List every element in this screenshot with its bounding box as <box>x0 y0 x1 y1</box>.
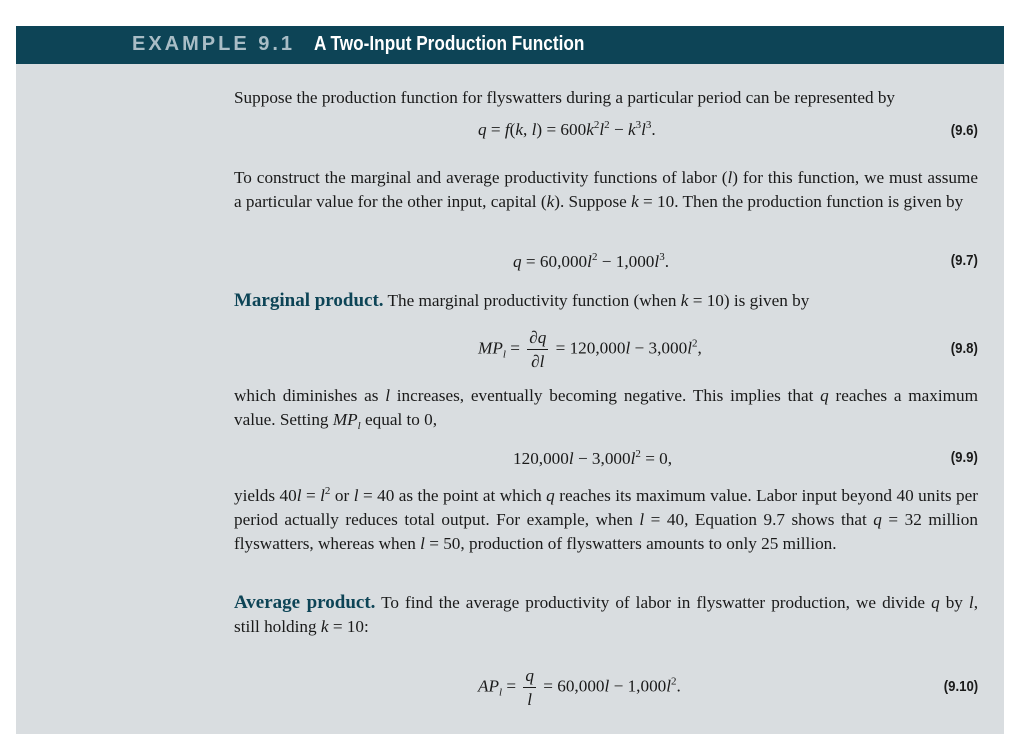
example-box <box>16 26 1004 734</box>
equation-9-10: $AP_l$ = $\frac{q}{l}$ = $60,000l - 1,000l^2$. <box>478 666 681 710</box>
equation-number-9-6: (9.6) <box>950 122 978 139</box>
marginal-heading: Marginal product. <box>234 290 384 311</box>
example-label: EXAMPLE 9.1 <box>132 33 296 55</box>
equation-9-7: $q = 60,000l^2 - 1,000l^3$. <box>513 251 669 271</box>
equation-9-8: $MP_l$ = $\frac{\partial q}{\partial l}$ = $120,000l - 3,000l^2$, <box>478 328 702 372</box>
equation-number-9-9: (9.9) <box>950 449 978 466</box>
marginal-paragraph: Marginal product. The marginal productivity function (when k = 10) is given by <box>234 290 810 311</box>
equation-number-9-8: (9.8) <box>950 340 978 357</box>
equation-9-9: $120,000l - 3,000l^2 = 0$, <box>513 448 673 468</box>
example-header <box>16 26 1004 64</box>
average-paragraph: Average product. To find the average productivity of labor in flyswatter production, we divide q by l, still holding k = 10: <box>234 592 978 636</box>
average-heading: Average product. <box>234 592 376 613</box>
equation-number-9-10: (9.10) <box>943 678 978 695</box>
equation-9-6: q = f(k, $l) = 600k^2l^2 - k^3l^3$. <box>478 119 656 139</box>
equation-number-9-7: (9.7) <box>950 252 978 269</box>
example-title: A Two-Input Production Function <box>314 33 585 55</box>
intro-paragraph: Suppose the production function for flyswatters during a particular period can be represented by <box>234 88 896 107</box>
yields-paragraph: yields $40l = l^2$ or l = 40 as the point at which q reaches its maximum value. Labor input beyond 40 units per period actually reduces total output. For example, when l = 40, Equation 9.7 shows that q = 32 million flyswatters, whereas when l = 50, production of flyswatters amounts to only 25 million. <box>234 485 978 553</box>
construct-paragraph: To construct the marginal and average productivity functions of labor (l) for this function, we must assume a particular value for the other input, capital (k). Suppose k = 10. Then the production function is given by <box>234 168 978 211</box>
diminish-paragraph: which diminishes as l increases, eventually becoming negative. This implies that q reaches a maximum value. Setting $MP_l$ equal to 0, <box>234 386 978 432</box>
